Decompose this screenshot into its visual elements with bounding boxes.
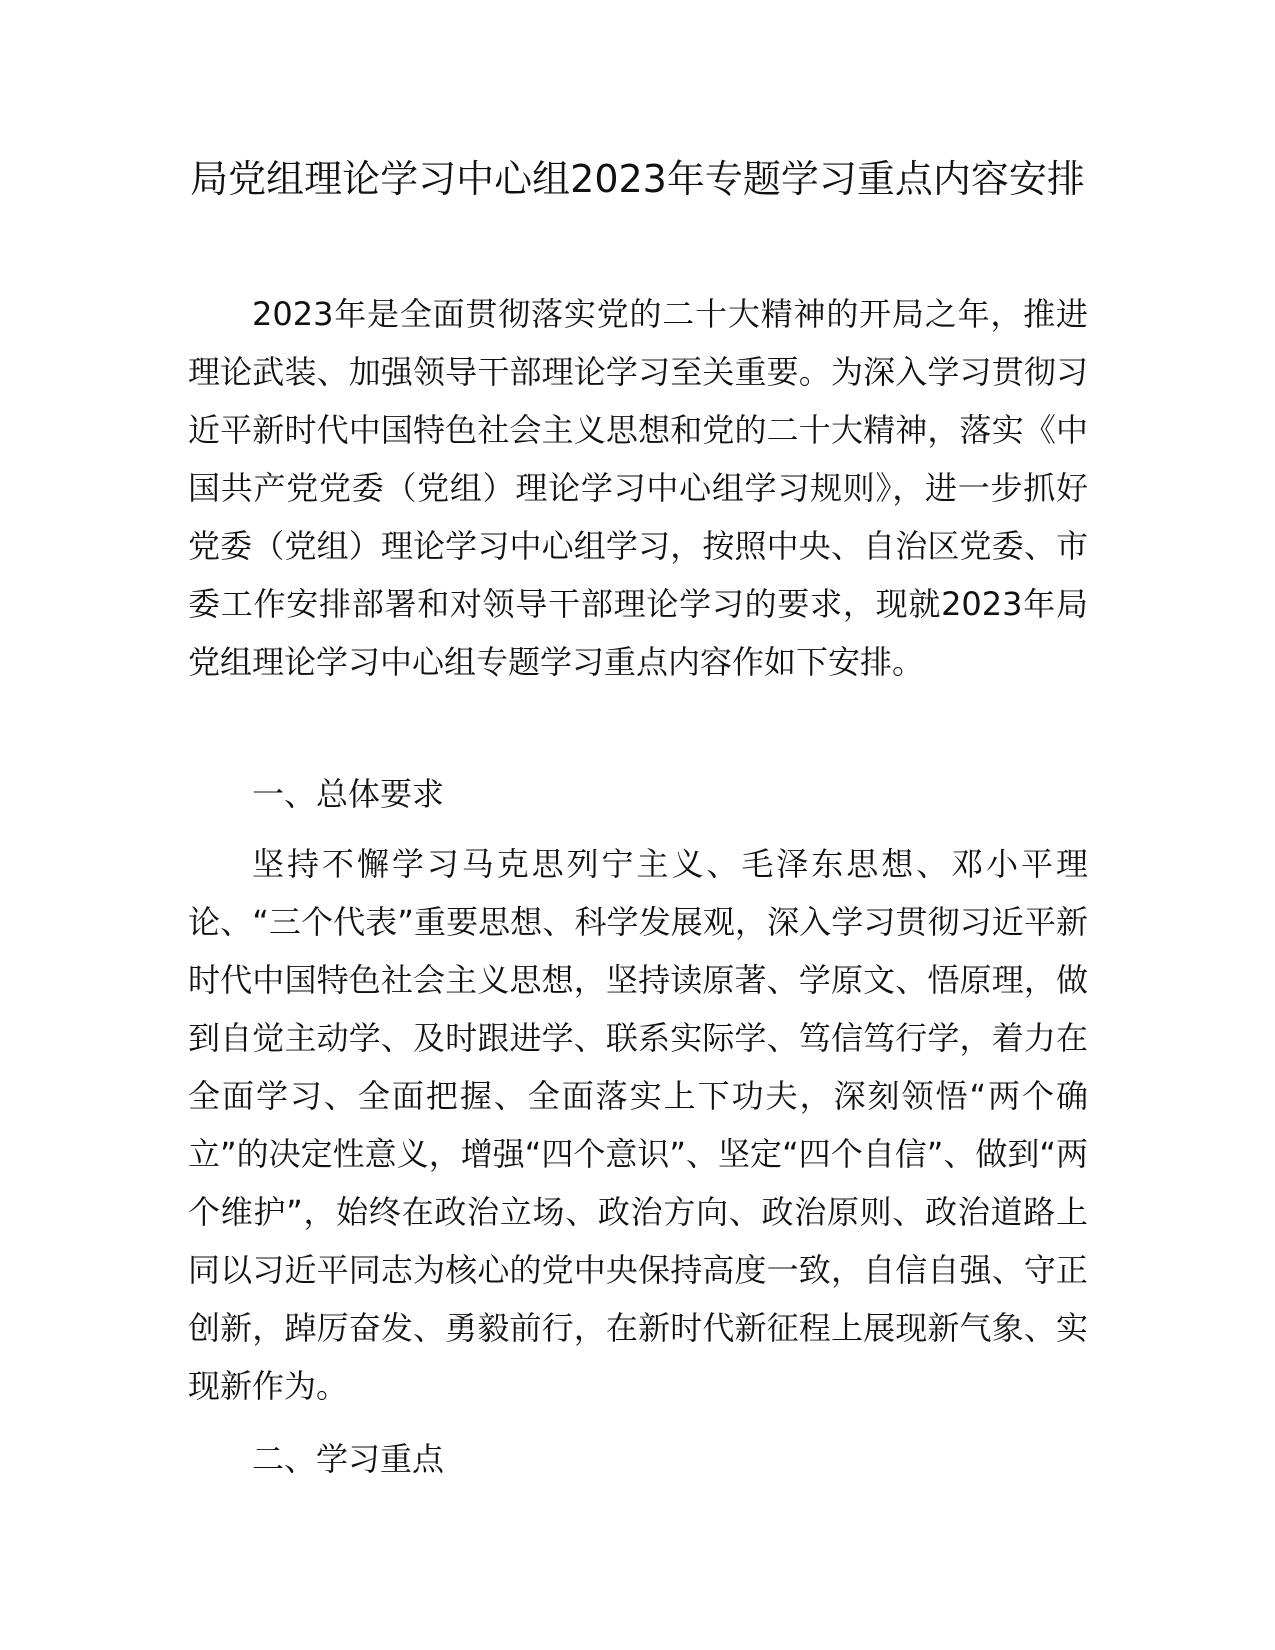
intro-paragraph: 2023年是全面贯彻落实党的二十大精神的开局之年，推进理论武装、加强领导干部理论学习至关重要。为深入学习贯彻习近平新时代中国特色社会主义思想和党的二十大精神，落实《中国共产党党委（党组）理论学习中心组学习规则》，进一步抓好党委（党组）理论学习中心组学习，按照中央、自治区党委、市委工作安排部署和对领导干部理论学习的要求，现就2023年局党组理论学习中心组专题学习重点内容作如下安排。 bbox=[188, 295, 1088, 681]
section-heading-overall-requirements: 一、总体要求 bbox=[252, 775, 445, 813]
section-heading-study-focus: 二、学习重点 bbox=[252, 1440, 445, 1478]
document-title: 局党组理论学习中心组2023年专题学习重点内容安排 bbox=[190, 157, 1085, 201]
overall-requirements-paragraph: 坚持不懈学习马克思列宁主义、毛泽东思想、邓小平理论、“三个代表”重要思想、科学发展观，深入学习贯彻习近平新时代中国特色社会主义思想，坚持读原著、学原文、悟原理，做到自觉主动学、及时跟进学、联系实际学、笃信笃行学，着力在全面学习、全面把握、全面落实上下功夫，深刻领悟“两个确立”的决定性意义，增强“四个意识”、坚定“四个自信”、做到“两个维护”，始终在政治立场、政治方向、政治原则、政治道路上同以习近平同志为核心的党中央保持高度一致，自信自强、守正创新，踔厉奋发、勇毅前行，在新时代新征程上展现新气象、实现新作为。 bbox=[188, 845, 1088, 1405]
